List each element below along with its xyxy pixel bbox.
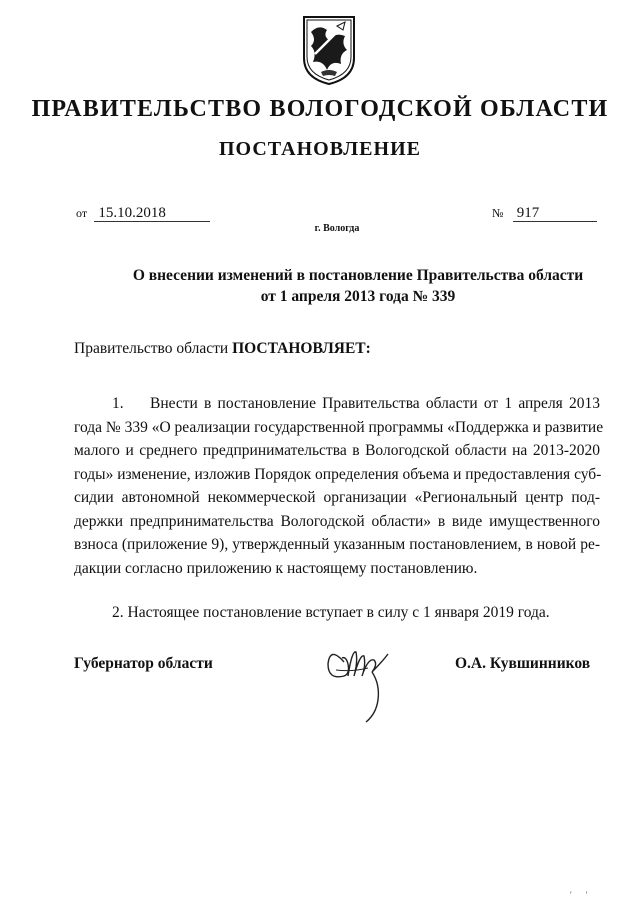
signer-name: О.А. Кувшинников [455, 655, 591, 672]
date-value: 15.10.2018 [94, 205, 210, 222]
document-type: ПОСТАНОВЛЕНИЕ [219, 138, 421, 160]
paragraph-1-line: 1. Внести в постановление Правительства области от 1 апреля 2013 [74, 392, 600, 416]
subject-line-2: от 1 апреля 2013 года № 339 [260, 288, 456, 305]
paragraph-1-line: дакции согласно приложению к настоящему постановлению. [74, 559, 478, 577]
paragraph-1-line: малого и среднего предпринимательства в Вологодской области на 2013-2020 [74, 442, 600, 459]
paragraph-1-line: держки предпринимательства Вологодской области» в виде имущественного [74, 512, 600, 530]
signer-title: Губернатор области [74, 655, 213, 672]
preamble-decision: ПОСТАНОВЛЯЕТ: [232, 340, 371, 357]
paragraph-1-line: сидии автономной некоммерческой организации «Региональный центр под- [74, 489, 600, 506]
coat-of-arms-icon [301, 14, 357, 86]
paragraph-1-line: года № 339 «О реализации государственной программы «Поддержка и развитие [74, 418, 604, 436]
government-title: ПРАВИТЕЛЬСТВО ВОЛОГОДСКОЙ ОБЛАСТИ [31, 96, 609, 122]
paragraph-1-line: взноса (приложение 9), утвержденный указанным постановлением, в новой ре- [74, 536, 600, 553]
date-prefix: от [76, 206, 88, 220]
preamble-text: Правительство области [74, 340, 233, 357]
handwritten-signature [322, 640, 402, 728]
document-number [492, 205, 597, 222]
paragraph-2: 2. Настоящее постановление вступает в силу с 1 января 2019 года. [112, 604, 550, 621]
preamble [74, 340, 371, 358]
document-subject [0, 265, 640, 307]
number-prefix: № [492, 206, 504, 220]
page-corner-marks: ' ' [570, 890, 594, 900]
document-date [76, 205, 210, 222]
number-value: 917 [513, 205, 597, 222]
city-label: г. Вологда [314, 223, 360, 234]
subject-line-1: О внесении изменений в постановление Правительства области [132, 267, 584, 284]
paragraph-1-number: 1. [112, 395, 124, 412]
paragraph-1-line: годы» изменение, изложив Порядок определения объема и предоставления суб- [74, 465, 602, 483]
paragraph-1 [74, 392, 604, 580]
